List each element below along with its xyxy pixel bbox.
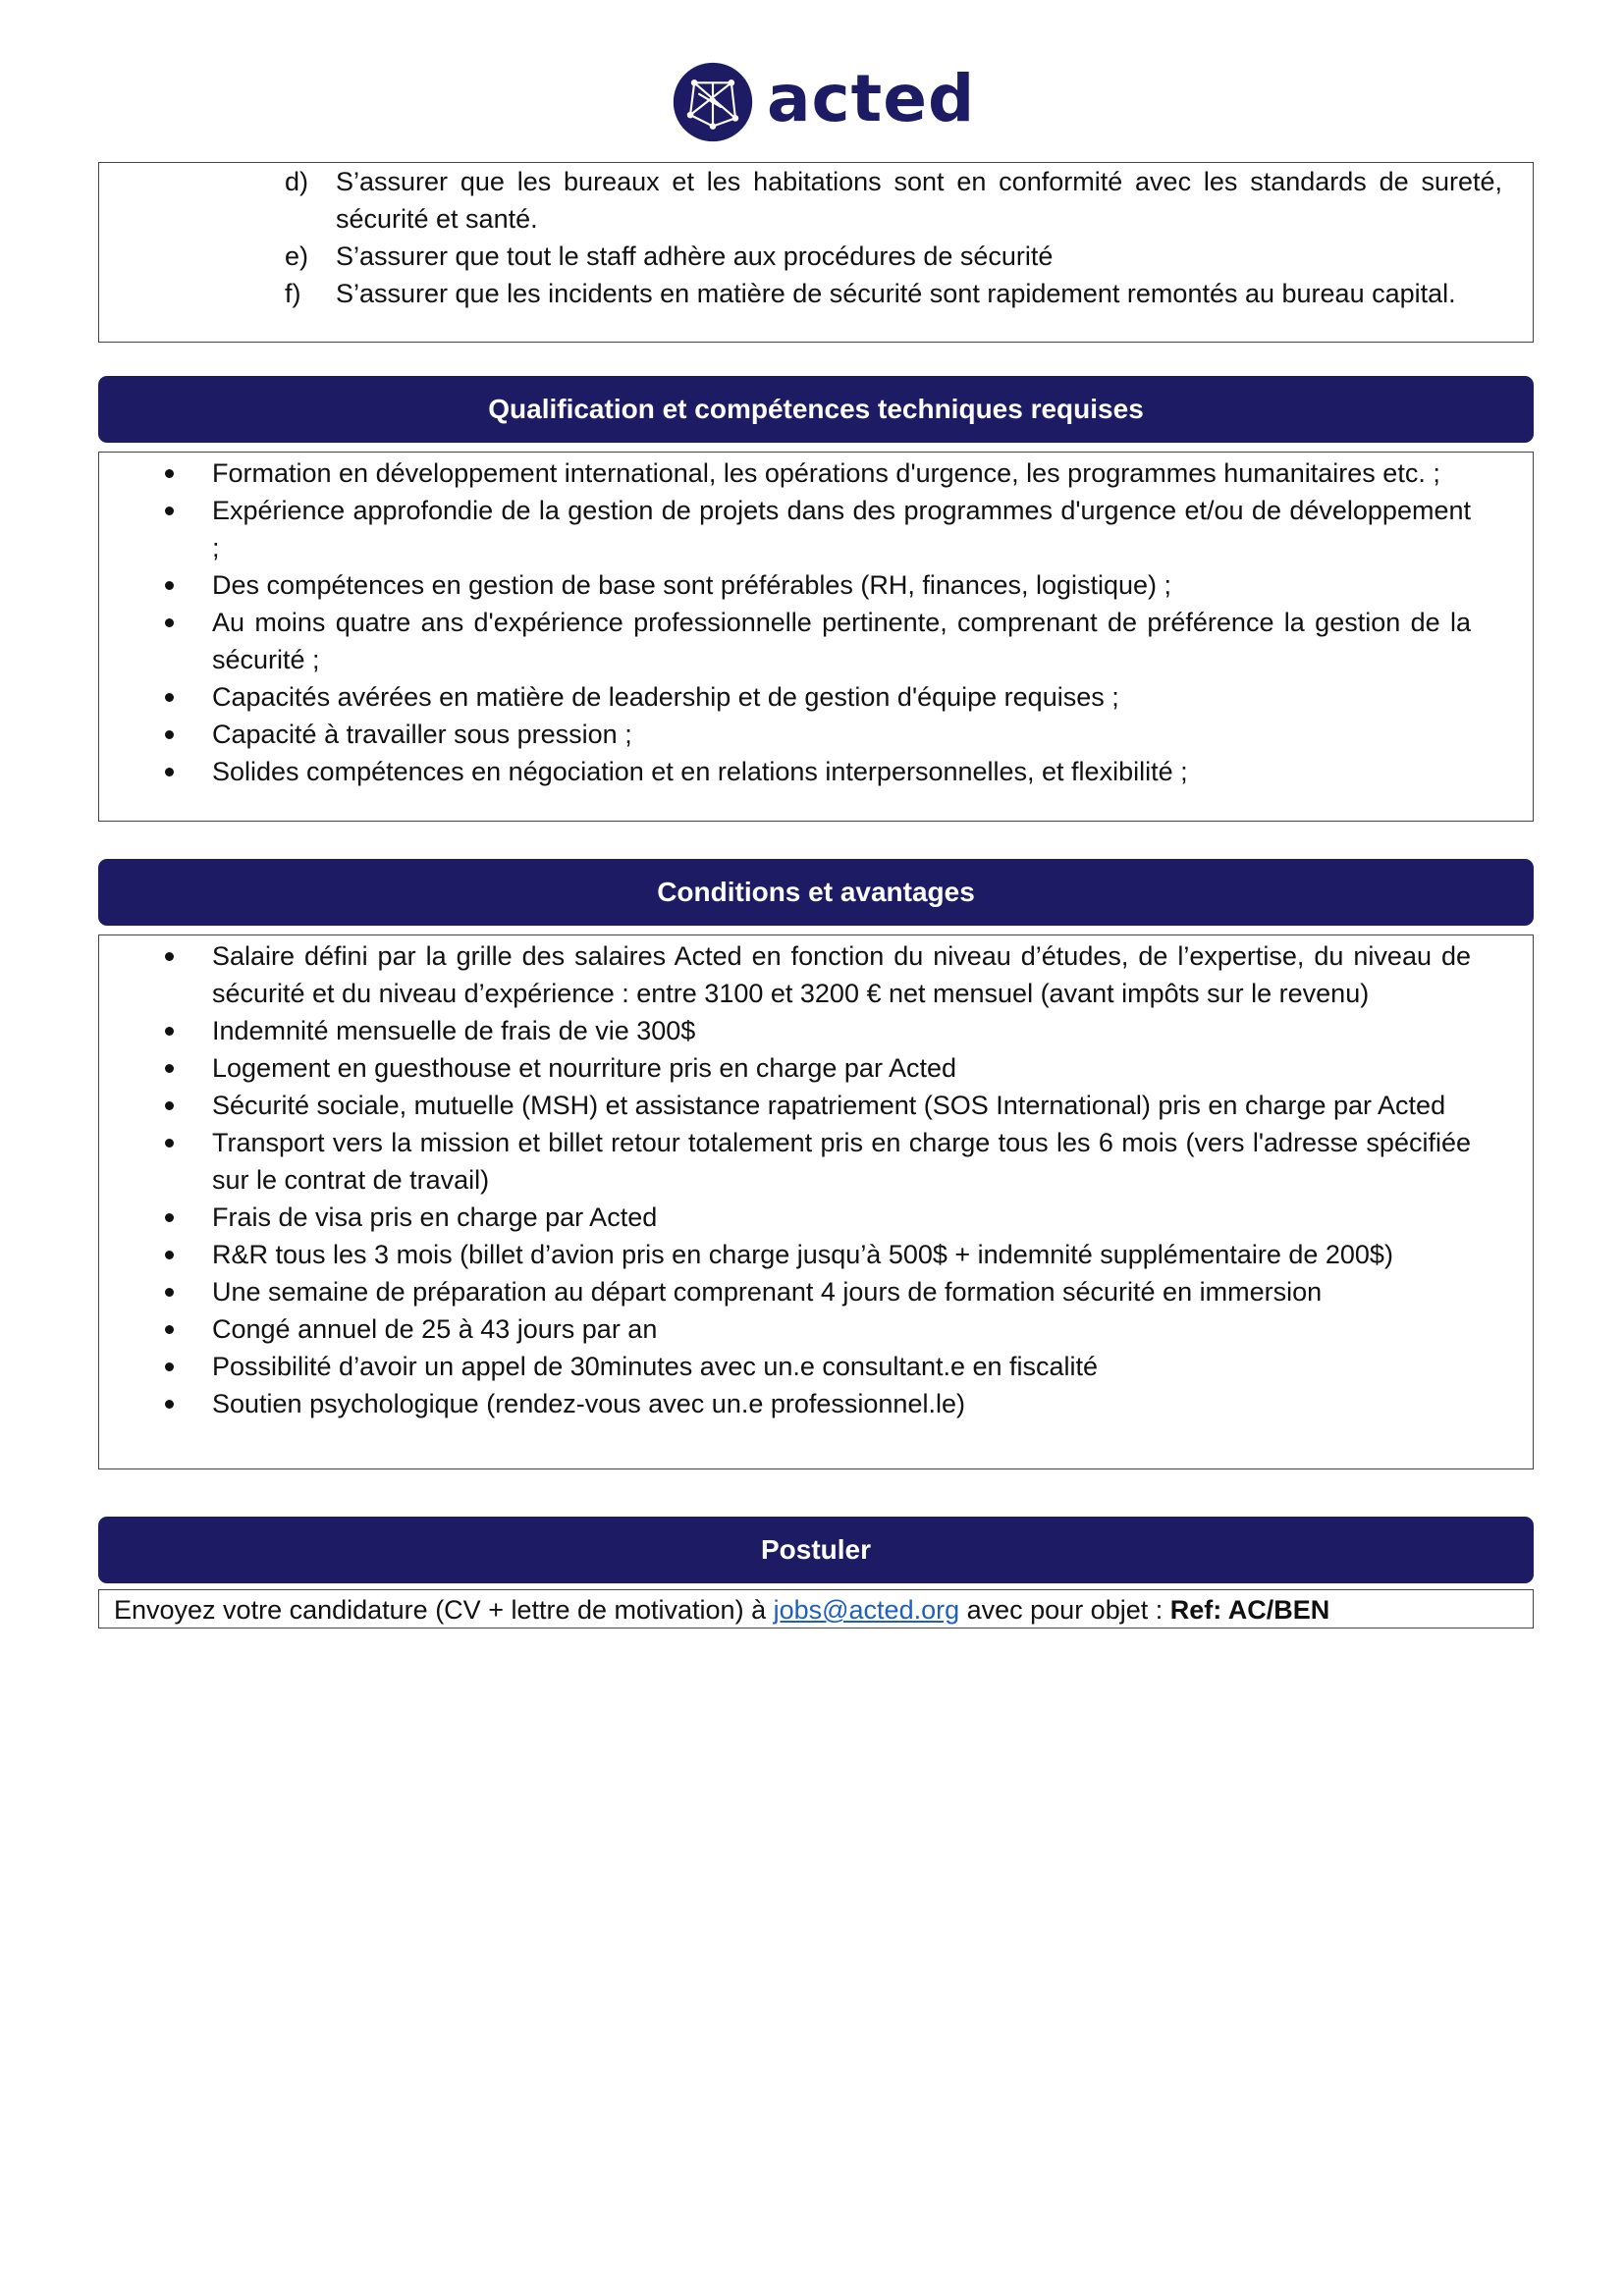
bullet-icon [165, 1139, 174, 1148]
apply-prefix-text: Envoyez votre candidature (CV + lettre de motivation) à [114, 1595, 774, 1625]
list-item [285, 238, 1502, 275]
bullet-icon [165, 1251, 174, 1259]
list-item [165, 1012, 1471, 1049]
acted-globe-logo-icon [673, 62, 753, 142]
bullet-icon [165, 952, 174, 961]
list-item [285, 163, 1502, 238]
list-item [165, 1310, 1471, 1348]
section-header-qualifications [98, 376, 1534, 443]
section-title: Conditions et avantages [657, 877, 975, 907]
conditions-list [165, 937, 1471, 1422]
apply-instructions [114, 1591, 1329, 1629]
list-item-text: Transport vers la mission et billet retour totalement pris en charge tous les 6 mois (vers l'adresse spécifiée sur le contrat de travail) [212, 1128, 1471, 1195]
acted-logo [673, 61, 975, 143]
section-title: Postuler [760, 1534, 872, 1565]
list-marker: d) [285, 167, 309, 196]
list-item-text: Solides compétences en négociation et en relations interpersonnelles, et flexibilité ; [212, 757, 1188, 786]
list-item-text: Sécurité sociale, mutuelle (MSH) et assistance rapatriement (SOS International) pris en charge par Acted [212, 1091, 1446, 1120]
list-item [165, 566, 1471, 604]
list-item [165, 1385, 1471, 1422]
list-item-text: Frais de visa pris en charge par Acted [212, 1202, 658, 1232]
bullet-icon [165, 1027, 174, 1036]
list-item [165, 454, 1471, 492]
list-item [165, 753, 1471, 790]
list-item-text: Au moins quatre ans d'expérience professionnelle pertinente, comprenant de préférence la gestion de la sécurité ; [212, 608, 1471, 674]
list-item-text: Capacités avérées en matière de leadership et de gestion d'équipe requises ; [212, 682, 1119, 712]
list-item [165, 716, 1471, 753]
bullet-icon [165, 1101, 174, 1110]
list-item [165, 604, 1471, 678]
list-item-text: S’assurer que les bureaux et les habitations sont en conformité avec les standards de sureté, sécurité et santé. [336, 167, 1502, 234]
list-item-text: Possibilité d’avoir un appel de 30minutes avec un.e consultant.e en fiscalité [212, 1352, 1099, 1381]
section-header-conditions [98, 859, 1534, 926]
section-title: Qualification et compétences techniques requises [488, 394, 1144, 424]
list-item-text: Salaire défini par la grille des salaires Acted en fonction du niveau d’études, de l’expertise, du niveau de sécurité et du niveau d’expérience : entre 3100 et 3200 € net mensuel (avant impôts sur le revenu) [212, 941, 1471, 1008]
list-item-text: Logement en guesthouse et nourriture pris en charge par Acted [212, 1053, 956, 1083]
email-link[interactable]: jobs@acted.org [773, 1595, 960, 1625]
bullet-icon [165, 693, 174, 702]
bullet-icon [165, 581, 174, 590]
list-marker: e) [285, 241, 309, 271]
list-item-text: S’assurer que les incidents en matière de sécurité sont rapidement remontés au bureau capital. [336, 279, 1456, 308]
list-item-text: Capacité à travailler sous pression ; [212, 720, 632, 749]
list-item-text: Une semaine de préparation au départ comprenant 4 jours de formation sécurité en immersion [212, 1277, 1323, 1307]
apply-middle-text: avec pour objet : [959, 1595, 1170, 1625]
qualifications-list [165, 454, 1471, 790]
list-item [165, 1087, 1471, 1124]
job-reference: Ref: AC/BEN [1169, 1595, 1330, 1625]
list-item-text: R&R tous les 3 mois (billet d’avion pris en charge jusqu’à 500$ + indemnité supplémentaire de 200$) [212, 1240, 1393, 1269]
list-item-text: Soutien psychologique (rendez-vous avec un.e professionnel.le) [212, 1389, 965, 1418]
list-item-text: Congé annuel de 25 à 43 jours par an [212, 1314, 658, 1344]
bullet-icon [165, 618, 174, 627]
bullet-icon [165, 1400, 174, 1409]
bullet-icon [165, 1064, 174, 1073]
list-item-text: Formation en développement international, les opérations d'urgence, les programmes humanitaires etc. ; [212, 458, 1440, 488]
list-item-text: Des compétences en gestion de base sont préférables (RH, finances, logistique) ; [212, 570, 1172, 600]
list-item [165, 1236, 1471, 1273]
bullet-icon [165, 1325, 174, 1334]
bullet-icon [165, 507, 174, 515]
list-item [165, 492, 1471, 566]
list-item [165, 678, 1471, 716]
list-item [165, 1124, 1471, 1199]
list-item-text: Expérience approfondie de la gestion de projets dans des programmes d'urgence et/ou de développement ; [212, 496, 1471, 562]
list-item [285, 275, 1502, 312]
list-item [165, 937, 1471, 1012]
responsibilities-list [285, 163, 1502, 312]
bullet-icon [165, 1362, 174, 1371]
logo-wordmark: acted [767, 61, 976, 136]
bullet-icon [165, 730, 174, 739]
list-marker: f) [285, 279, 301, 308]
list-item [165, 1049, 1471, 1087]
list-item [165, 1348, 1471, 1385]
section-header-apply [98, 1517, 1534, 1583]
list-item [165, 1273, 1471, 1310]
list-item [165, 1199, 1471, 1236]
bullet-icon [165, 1213, 174, 1222]
bullet-icon [165, 1288, 174, 1297]
list-item-text: Indemnité mensuelle de frais de vie 300$ [212, 1016, 696, 1045]
list-item-text: S’assurer que tout le staff adhère aux procédures de sécurité [336, 241, 1054, 271]
bullet-icon [165, 469, 174, 478]
bullet-icon [165, 768, 174, 776]
